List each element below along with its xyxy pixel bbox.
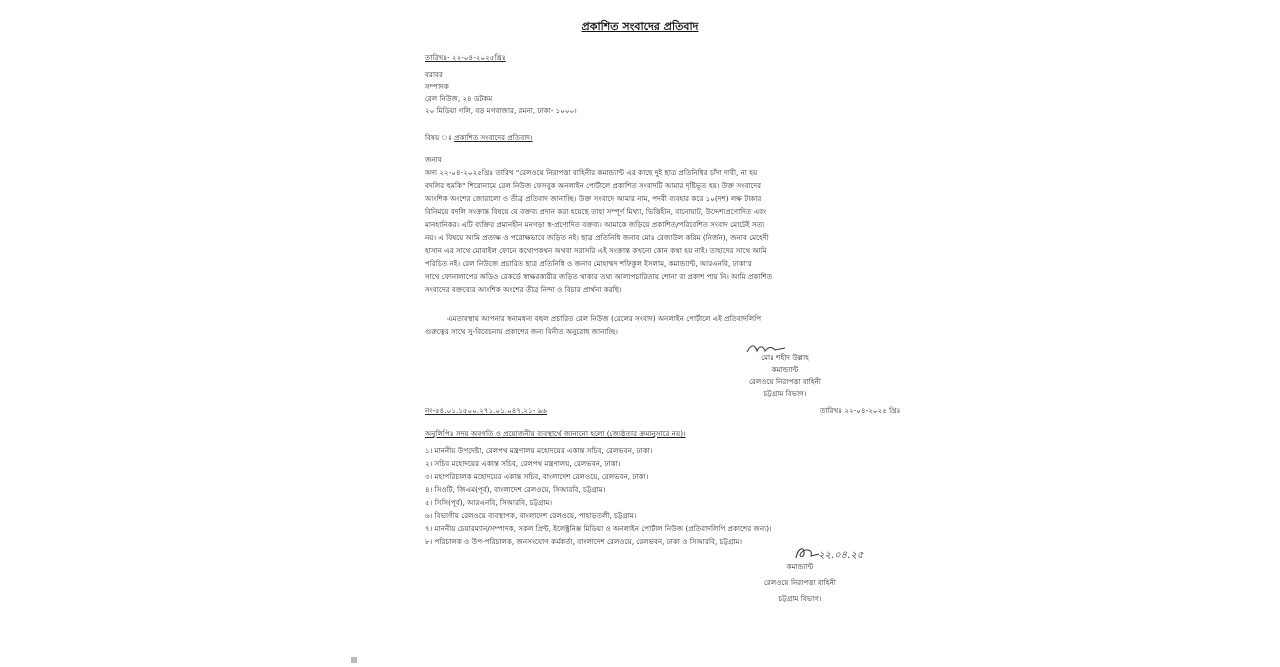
body-line-3: আংশিক অংশের জোরালো ও তীব্র প্রতিবাদ জানাচ্ছি। উক্ত সংবাদে আমার নাম, পদবী ব্যবহার করে ১০(দশ) লক্ষ টাকার [425,194,762,203]
signatory2-division: চট্টগ্রাম বিভাগ। [778,594,822,603]
signatory2-title: কমান্ড্যান্ট [786,562,814,571]
signatory-title: কমান্ড্যান্ট [771,365,799,374]
document-title: প্রকাশিত সংবাদের প্রতিবাদ [581,20,699,33]
copy-heading: অনুলিপিঃ সদয় অবগতি ও প্রয়োজনীয় ব্যবস্থার্থে জানানো হলো (জ্যেষ্ঠতার ক্রমানুসারে নয়)। [425,429,686,438]
signatory2-org: রেলওয়ে নিরাপত্তা বাহিনী [764,578,836,587]
signatory-org: রেলওয়ে নিরাপত্তা বাহিনী [749,377,821,386]
copy-item-4: ৪। সিওটি, জিএম(পূর্ব), বাংলাদেশ রেলওয়ে, সিআরবি, চট্টগ্রাম। [425,485,606,494]
body-line-9: সাথে ফোনালাপের অডিও রেকর্ডে স্বাক্ষরকারীর জড়িত থাকার তথ্য আলাপচারিতায় শোনা বা প্রকাশ পায় নি। আমি প্রকাশিত [425,272,773,281]
closing-line-2: গুরুত্বের সাথে সু-বিবেচনায় প্রকাশের জন্য বিনীত অনুরোধ জানাচ্ছি। [425,327,618,336]
body-line-4: বিনিময়ে বদলি সংক্রান্ত বিষয়ে যে বক্তব্য প্রদান করা হয়েছে তাহা সম্পূর্ণ মিথ্যা, ভিত্তিহীন, বানোয়াট, উদ্দেশ্যপ্রণোদিত এবং [425,207,767,216]
body-line-7: হাসান এর সাথে মোবাইল ফোনে কথোপকথন অথবা সরাসরি এই সংক্রান্ত কখনো কোন কথা হয় নাই। তাহাদের সাথে আমি [425,246,767,255]
body-line-8: পরিচিত নই। রেল নিউজে প্রচারিত ছাত্র প্রতিনিধি ও জনাব মোহাম্মদ শফিকুল ইসলাম, কমান্ড্যান্ট, আরএনবি, ঢাকা'র [425,259,752,268]
memo-number: নং-৫৪.০১.১৫০০.২৭১.০১.০৪৭.২১- ৯৬ [425,406,547,415]
scanner-watermark [351,657,360,664]
recipient-line-2: সম্পাদক [425,82,449,91]
subject-prefix: বিষয় ঃ [425,133,455,142]
recipient-line-3: রেল নিউজ, ২৪ ডটকম [425,94,493,103]
copy-item-8: ৮। পরিচালক ও উপ-পরিচালক, জনসংযোগ কর্মকর্তা, বাংলাদেশ রেলওয়ে, রেলভবন, ঢাকা ও সিআরবি, চট্টগ্রাম। [425,537,743,546]
memo-date: তারিখঃ ২২-০৪-২০২৫ খ্রিঃ [820,406,901,415]
subject-text: প্রকাশিত সংবাদের প্রতিবাদ। [454,133,533,142]
body-line-6: নয়। এ বিষয়ে আমি প্রত্যক্ষ ও পরোক্ষভাবে জড়িত নই। ছাত্র প্রতিনিধি জনাব মোঃ রেজাউল করিম (নির্জন), জনাব মেহেদী [425,233,769,242]
copy-item-7: ৭। মাননীয় চেয়ারম্যান/সম্পাদক, সকল প্রিন্ট, ইলেক্ট্রনিক্স মিডিয়া ও অনলাইন পোর্টাল নিউজ (প্রতিবাদলিপি প্রকাশের জন্য)। [425,524,772,533]
recipient-line-1: বরাবর [425,70,443,79]
body-line-10: সংবাদের বক্তব্যের আংশিক অংশের তীব্র নিন্দা ও বিচার প্রার্থনা করছি। [425,285,622,294]
signatory-name: মোঃ শহীদ উল্লাহ [761,353,809,362]
body-line-1: অদ্য ২২-০৪-২০২৫খ্রিঃ তারিখ "রেলওয়ে নিরাপত্তা বাহিনীর কমান্ড্যান্ট এর কাছে দুই ছাত্র প্রতিনিধির চাঁদা দাবী, না হয় [425,168,758,177]
letter-page [345,0,935,667]
copy-item-2: ২। সচিব মহোদয়ের একান্ত সচিব, রেলপথ মন্ত্রণালয়, রেলভবন, ঢাকা। [425,459,621,468]
copy-item-3: ৩। মহাপরিচালক মহোদয়ের একান্ত সচিব, বাংলাদেশ রেলওয়ে, রেলভবন, ঢাকা। [425,472,649,481]
date-line: তারিখঃ- ২২-০৪-২০২৫খ্রিঃ [425,53,506,62]
closing-line-1: এমতাবস্থায় আপনার স্বনামধন্য বহুল প্রচারিত রেল নিউজ (রেলের সংবাদ) অনলাইন পোর্টালে এই প্রতিবাদলিপি [447,314,762,323]
copy-item-1: ১। মাননীয় উপদেষ্টা, রেলপথ মন্ত্রণালয় মহোদয়ের একান্ত সচিব, রেলভবন, ঢাকা। [425,446,653,455]
copy-item-5: ৫। সিসি(পূর্ব), আরএনবি, সিআরবি, চট্টগ্রাম। [425,498,553,507]
signature-date: ২২.০৪.২৫ [818,550,864,561]
signatory-division: চট্টগ্রাম বিভাগ। [763,389,807,398]
salutation: জনাব [425,155,442,164]
body-line-5: মানহানিকর। এটি ব্যক্তির প্রমানহীন মনগড়া স্ব-প্রণোদিত বক্তব্য। আমাকে জড়িয়ে প্রকাশিত/পরিবেশিত সংবাদ মোটেই সত্য [425,220,765,229]
subject-line [425,133,533,143]
scanner-logo-icon [351,657,357,663]
copy-item-6: ৬। বিভাগীয় রেলওয়ে ব্যবস্থাপক, বাংলাদেশ রেলওয়ে, পাহাড়তলী, চট্টগ্রাম। [425,511,637,520]
recipient-line-4: ২০ মিডিয়া গলি, বড় মগবাজার, রমনা, ঢাকা- ১০০০। [425,106,577,115]
body-line-2: বদলির হুমকি" শিরোনামে রেল নিউজ ফেসবুক অনলাইন পোর্টালে প্রকাশিত সংবাদটি আমার দৃষ্টিভূত হয়। উক্ত সংবাদের [425,181,762,190]
